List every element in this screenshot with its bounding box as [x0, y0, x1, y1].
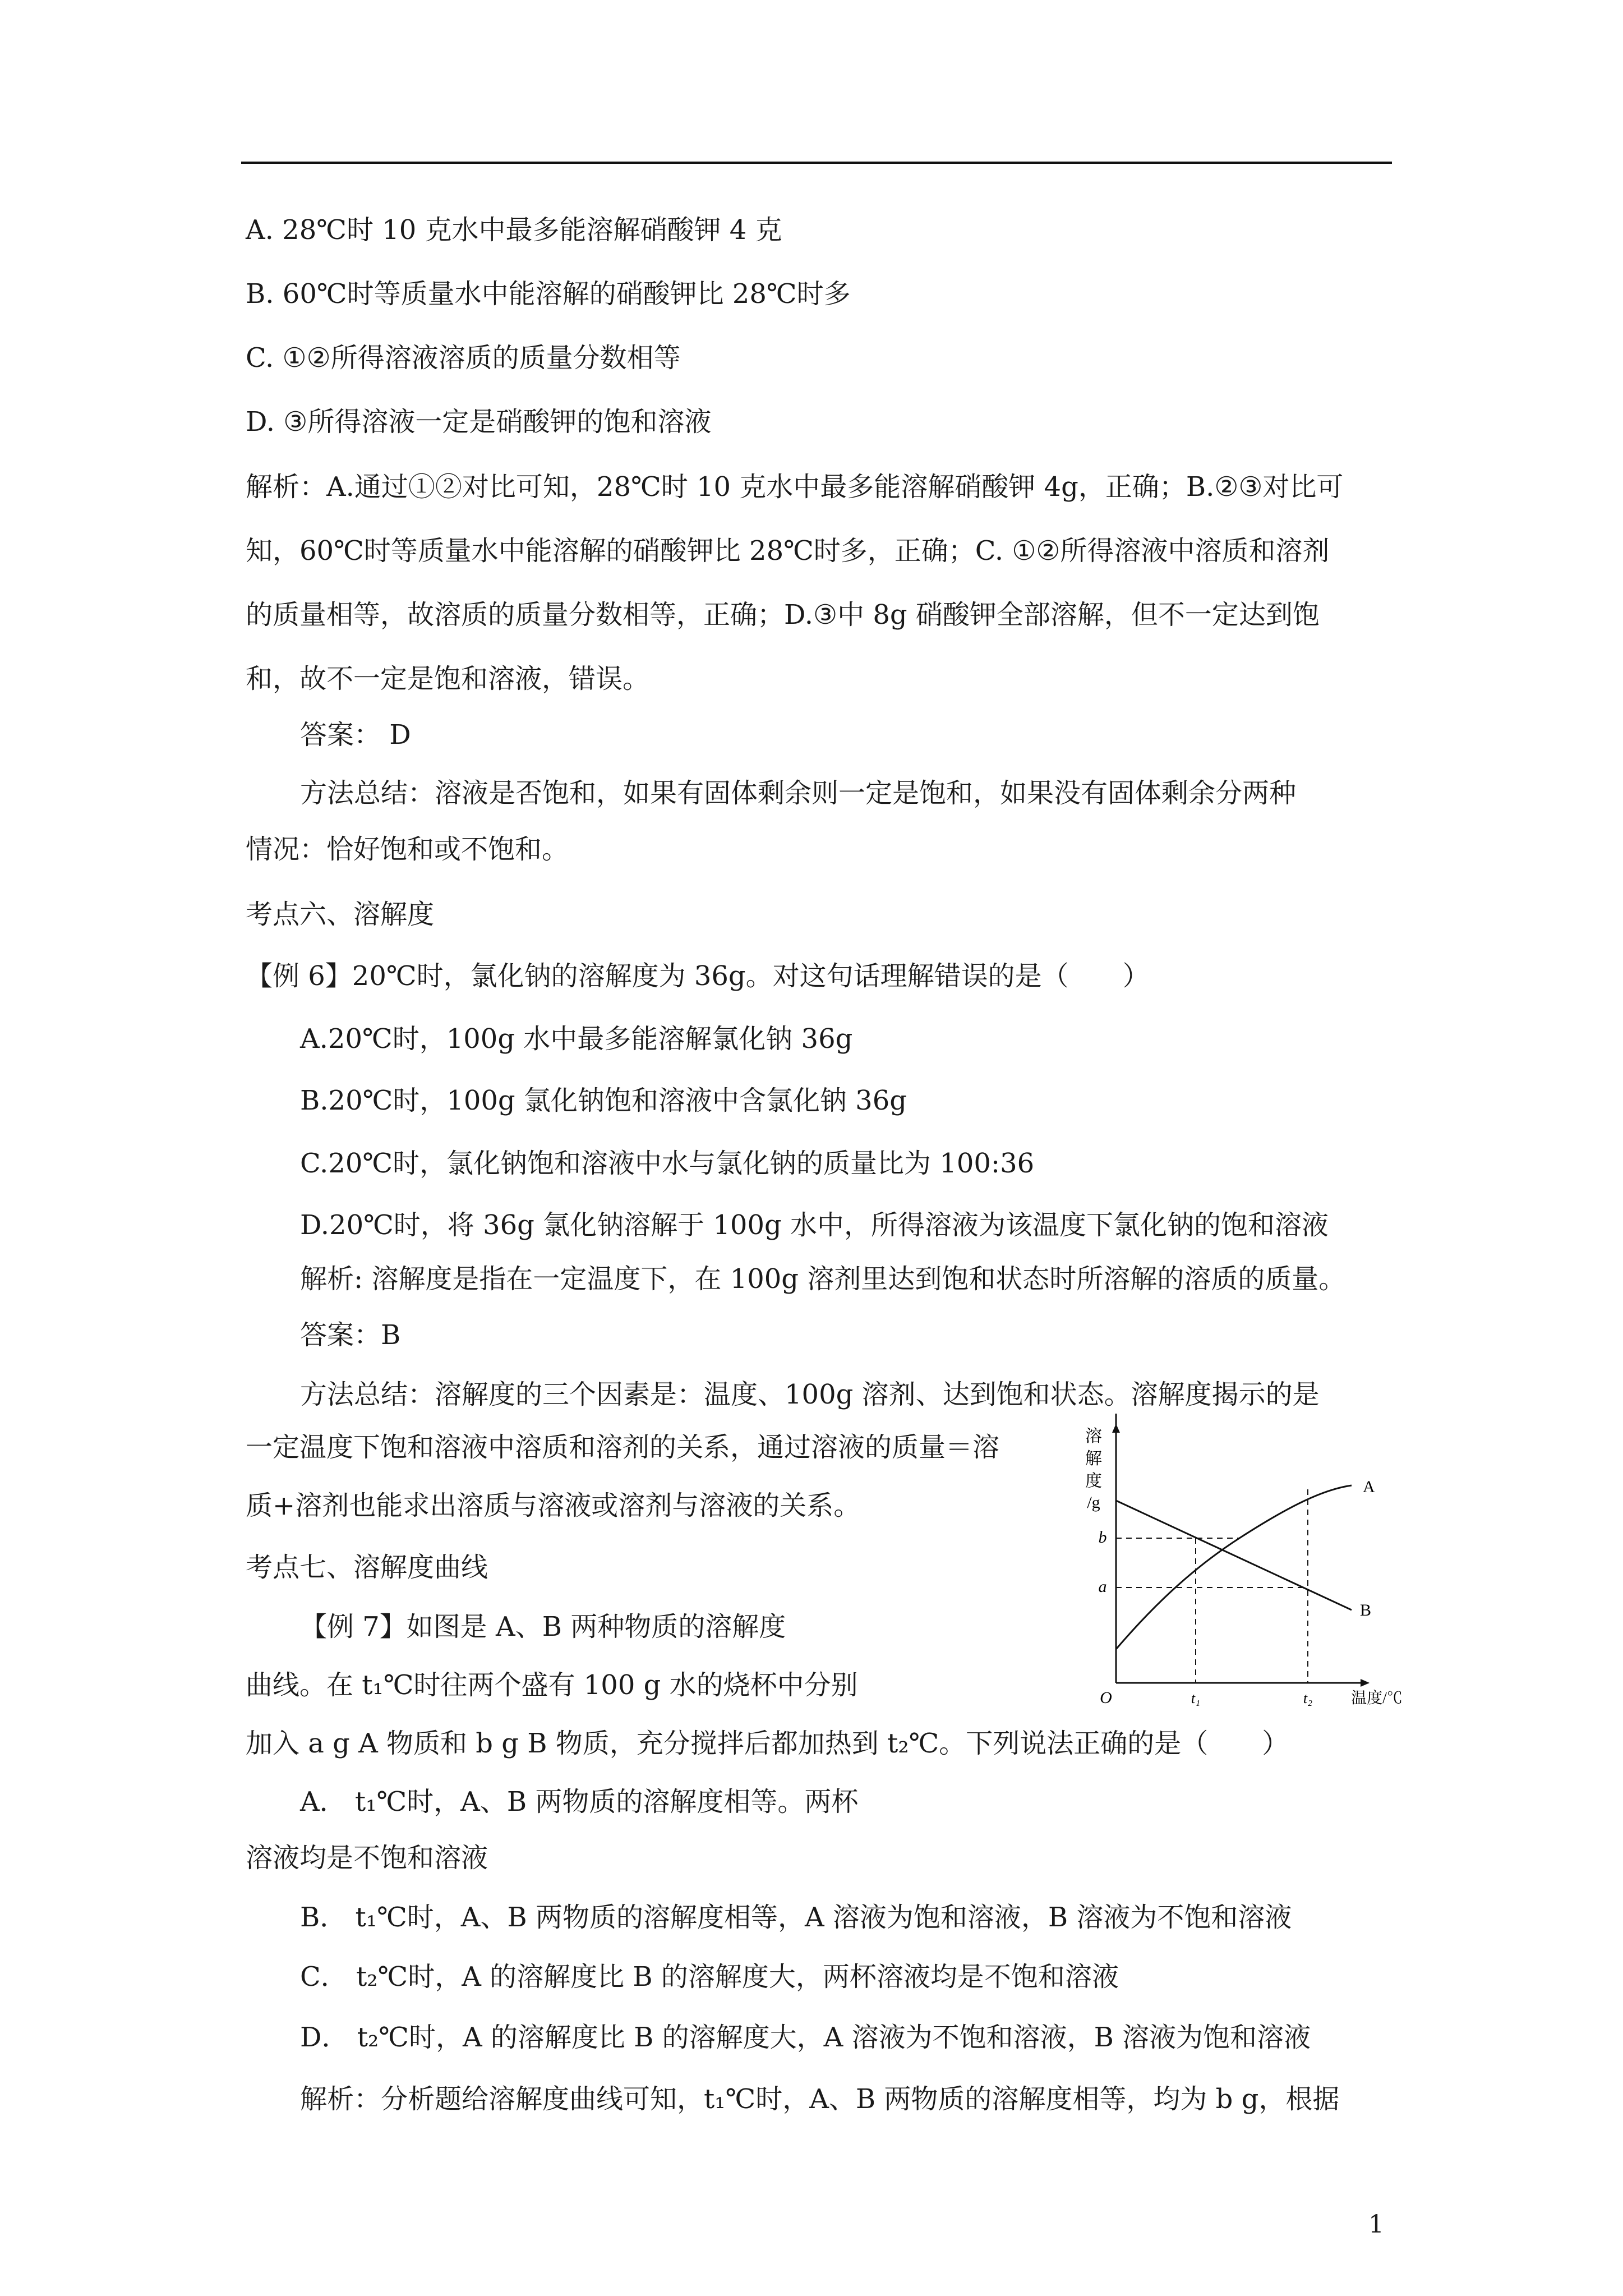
solubility-curve-figure	[1054, 1414, 1413, 1717]
answer: 答案：B	[300, 1319, 401, 1351]
analysis-line: 解析：分析题给溶解度曲线可知，t₁℃时，A、B 两物质的溶解度相等，均为 b g，根据	[300, 2083, 1340, 2115]
y-tick-b: b	[1098, 1528, 1107, 1547]
option-d: D. ③所得溶液一定是硝酸钾的饱和溶液	[246, 406, 712, 438]
y-axis-label: 溶	[1085, 1427, 1102, 1446]
method-summary: 质+溶剂也能求出溶质与溶液或溶剂与溶液的关系。	[246, 1490, 861, 1521]
curve-a-label: A	[1363, 1478, 1375, 1496]
option-b: B. 60℃时等质量水中能溶解的硝酸钾比 28℃时多	[246, 278, 851, 310]
option-a: A.20℃时，100g 水中最多能溶解氯化钠 36g	[300, 1023, 853, 1055]
page-number: 1	[1368, 2210, 1384, 2239]
option-b: B． t₁℃时，A、B 两物质的溶解度相等，A 溶液为饱和溶液，B 溶液为不饱和溶液	[300, 1902, 1292, 1933]
option-b: B.20℃时，100g 氯化钠饱和溶液中含氯化钠 36g	[300, 1085, 907, 1116]
option-a: A． t₁℃时，A、B 两物质的溶解度相等。两杯	[300, 1786, 859, 1818]
x-axis-label: 温度/℃	[1351, 1690, 1403, 1707]
option-d: D． t₂℃时，A 的溶解度比 B 的溶解度大，A 溶液为不饱和溶液，B 溶液为饱和溶液	[300, 2022, 1311, 2053]
curve-b-label: B	[1360, 1601, 1372, 1619]
option-c: C.20℃时，氯化钠饱和溶液中水与氯化钠的质量比为 100:36	[300, 1148, 1035, 1179]
line-b	[1116, 1501, 1352, 1610]
y-axis-arrow	[1112, 1424, 1120, 1433]
analysis-line: 解析：A.通过①②对比可知，28℃时 10 克水中最多能溶解硝酸钾 4g，正确；B.②③对比可	[246, 471, 1344, 503]
analysis-line: 的质量相等，故溶质的质量分数相等，正确；D.③中 8g 硝酸钾全部溶解，但不一定达到饱	[246, 599, 1320, 631]
example-6-question: 【例 6】20℃时，氯化钠的溶解度为 36g。对这句话理解错误的是（ ）	[246, 960, 1150, 992]
section-heading: 考点六、溶解度	[246, 899, 435, 930]
option-d: D.20℃时，将 36g 氯化钠溶解于 100g 水中，所得溶液为该温度下氯化钠的饱和溶液	[300, 1209, 1329, 1241]
example-7-question: 曲线。在 t₁℃时往两个盛有 100 g 水的烧杯中分别	[246, 1669, 858, 1701]
y-tick-a: a	[1098, 1577, 1107, 1596]
example-7-question: 加入 a g A 物质和 b g B 物质，充分搅拌后都加热到 t₂℃。下列说法正确的是（ ）	[246, 1728, 1289, 1759]
y-axis-label: 解	[1085, 1450, 1102, 1468]
analysis-line: 和，故不一定是饱和溶液，错误。	[246, 663, 650, 694]
x-axis-arrow	[1361, 1679, 1370, 1687]
option-c: C． t₂℃时，A 的溶解度比 B 的溶解度大，两杯溶液均是不饱和溶液	[300, 1961, 1119, 1993]
method-summary: 一定温度下饱和溶液中溶质和溶剂的关系，通过溶液的质量＝溶	[246, 1432, 1000, 1463]
x-tick-t1: t₁	[1191, 1690, 1201, 1706]
y-axis-label: /g	[1087, 1493, 1100, 1512]
method-summary: 方法总结：溶解度的三个因素是：温度、100g 溶剂、达到饱和状态。溶解度揭示的是	[300, 1379, 1320, 1410]
origin-label: O	[1100, 1688, 1112, 1707]
curve-a	[1116, 1485, 1352, 1649]
method-summary: 方法总结：溶液是否饱和，如果有固体剩余则一定是饱和，如果没有固体剩余分两种	[300, 777, 1297, 809]
method-summary: 情况：恰好饱和或不饱和。	[246, 834, 569, 865]
option-a: A. 28℃时 10 克水中最多能溶解硝酸钾 4 克	[246, 214, 782, 246]
option-a: 溶液均是不饱和溶液	[246, 1842, 488, 1874]
x-tick-t2: t₂	[1303, 1690, 1313, 1706]
y-axis-label: 度	[1085, 1472, 1102, 1490]
analysis-line: 解析: 溶解度是指在一定温度下，在 100g 溶剂里达到饱和状态时所溶解的溶质的质量。	[300, 1263, 1346, 1295]
header-rule	[241, 162, 1392, 164]
option-c: C. ①②所得溶液溶质的质量分数相等	[246, 342, 681, 374]
answer: 答案： D	[300, 719, 411, 751]
section-heading: 考点七、溶解度曲线	[246, 1552, 488, 1583]
example-7-question: 【例 7】如图是 A、B 两种物质的溶解度	[300, 1611, 786, 1642]
analysis-line: 知，60℃时等质量水中能溶解的硝酸钾比 28℃时多，正确；C. ①②所得溶液中溶质和溶剂	[246, 535, 1330, 567]
